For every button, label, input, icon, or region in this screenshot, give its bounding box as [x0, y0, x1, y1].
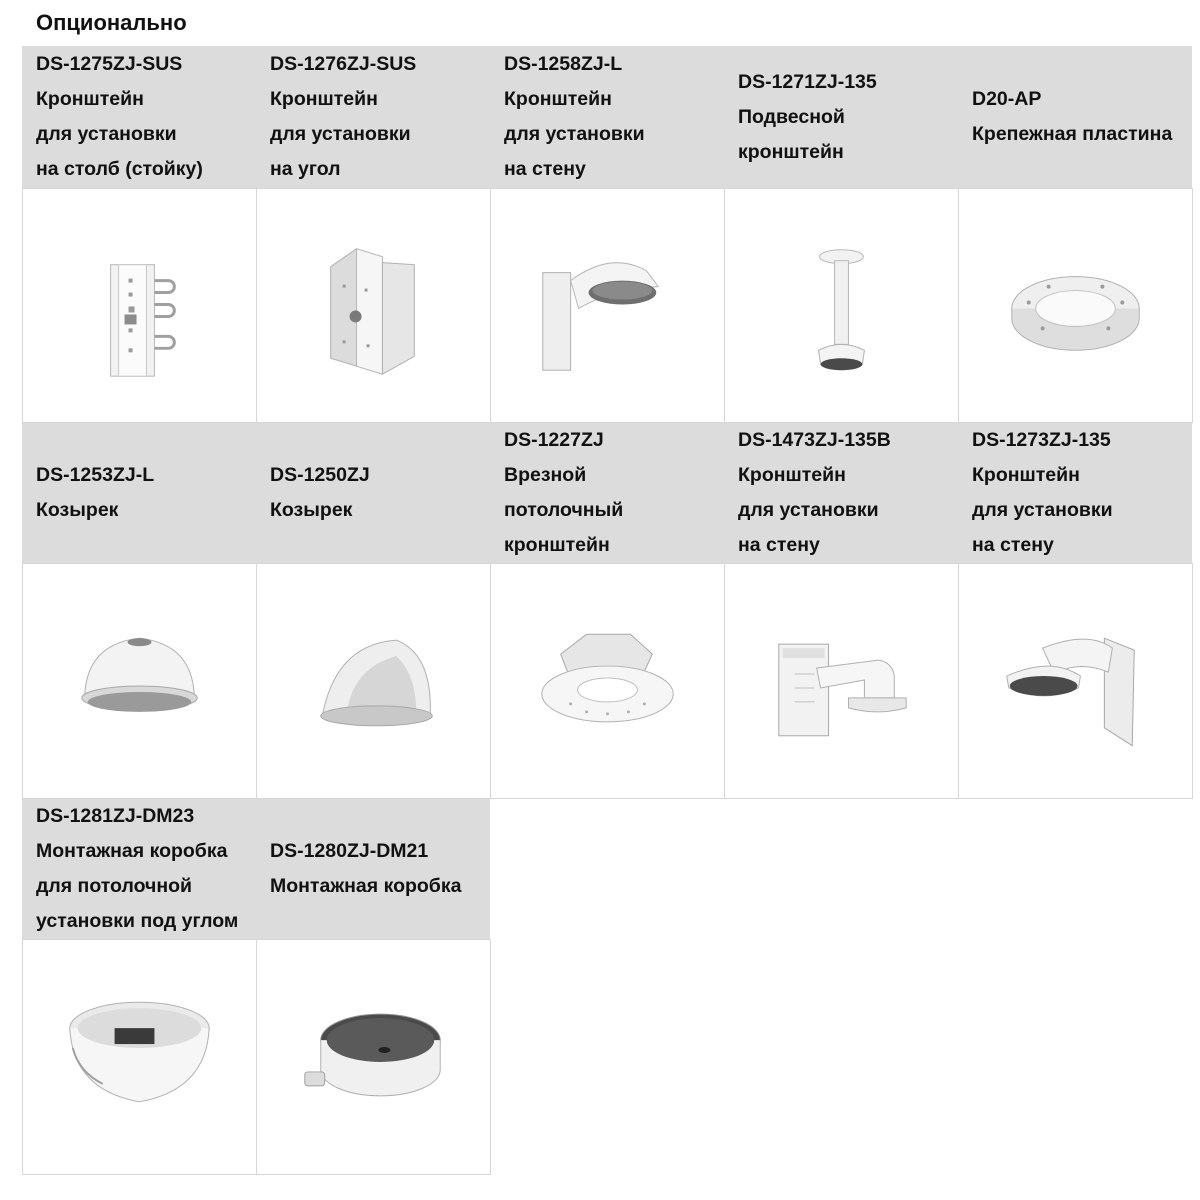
accessory-header: [256, 423, 490, 563]
desc-line: Кронштейн: [270, 88, 378, 110]
desc-line: Кронштейн: [738, 464, 846, 486]
product-image-pole-mount: [22, 188, 257, 423]
desc-line: Кронштейн: [504, 88, 612, 110]
accessory-header: [256, 46, 490, 188]
accessory-header: [256, 799, 490, 939]
desc-line: для установки: [972, 499, 1113, 521]
desc-line: на столб (стойку): [36, 158, 203, 180]
product-image-pendant-mount: [724, 188, 959, 423]
product-image-wall-bracket: [958, 563, 1193, 799]
accessory-header: [958, 423, 1192, 563]
desc-line: установки под углом: [36, 910, 239, 932]
desc-line: на стену: [504, 158, 586, 180]
desc-line: Козырек: [270, 499, 353, 521]
accessory-header: [724, 423, 958, 563]
desc-line: на стену: [972, 534, 1054, 556]
desc-line: Кронштейн: [36, 88, 144, 110]
accessory-header: [490, 423, 724, 563]
product-image-wall-mount-long: [490, 188, 725, 423]
desc-line: потолочный: [504, 499, 624, 521]
desc-line: для установки: [738, 499, 879, 521]
model-code: DS-1250ZJ: [270, 464, 370, 486]
accessory-header: [958, 46, 1192, 188]
accessory-header: [22, 423, 256, 563]
accessory-header: [22, 799, 256, 939]
desc-line: кронштейн: [504, 534, 610, 556]
desc-line: для потолочной: [36, 875, 193, 897]
desc-line: Козырек: [36, 499, 119, 521]
desc-line: Подвесной: [738, 105, 845, 128]
desc-line: на угол: [270, 158, 341, 180]
model-code: DS-1473ZJ-135B: [738, 429, 891, 451]
desc-line: для установки: [504, 123, 645, 145]
desc-line: Крепежная пластина: [972, 123, 1173, 145]
product-image-corner-mount: [256, 188, 491, 423]
desc-line: Монтажная коробка: [36, 840, 228, 862]
model-code: DS-1281ZJ-DM23: [36, 805, 195, 827]
desc-line: Монтажная коробка: [270, 875, 462, 897]
accessory-header: [724, 46, 958, 188]
product-image-in-ceiling-mount: [490, 563, 725, 799]
accessory-header: [490, 46, 724, 188]
desc-line: кронштейн: [738, 140, 844, 163]
model-code: D20-AP: [972, 88, 1042, 110]
model-code: DS-1227ZJ: [504, 429, 604, 451]
model-code: DS-1280ZJ-DM21: [270, 840, 429, 862]
product-image-adapter-plate: [958, 188, 1193, 423]
model-code: DS-1253ZJ-L: [36, 464, 155, 486]
product-image-wall-bracket-with-box: [724, 563, 959, 799]
model-code: DS-1271ZJ-135: [738, 70, 877, 93]
product-image-inclined-junction-box: [22, 939, 257, 1175]
product-image-rain-shade-round: [22, 563, 257, 799]
desc-line: для установки: [36, 123, 177, 145]
product-image-rain-shade-angled: [256, 563, 491, 799]
model-code: DS-1258ZJ-L: [504, 53, 623, 75]
desc-line: на стену: [738, 534, 820, 556]
desc-line: для установки: [270, 123, 411, 145]
model-code: DS-1273ZJ-135: [972, 429, 1111, 451]
desc-line: Врезной: [504, 464, 587, 486]
accessory-header: [22, 46, 256, 188]
desc-line: Кронштейн: [972, 464, 1080, 486]
model-code: DS-1275ZJ-SUS: [36, 53, 183, 75]
section-heading: Опционально: [36, 10, 187, 35]
model-code: DS-1276ZJ-SUS: [270, 53, 417, 75]
product-image-junction-box: [256, 939, 491, 1175]
